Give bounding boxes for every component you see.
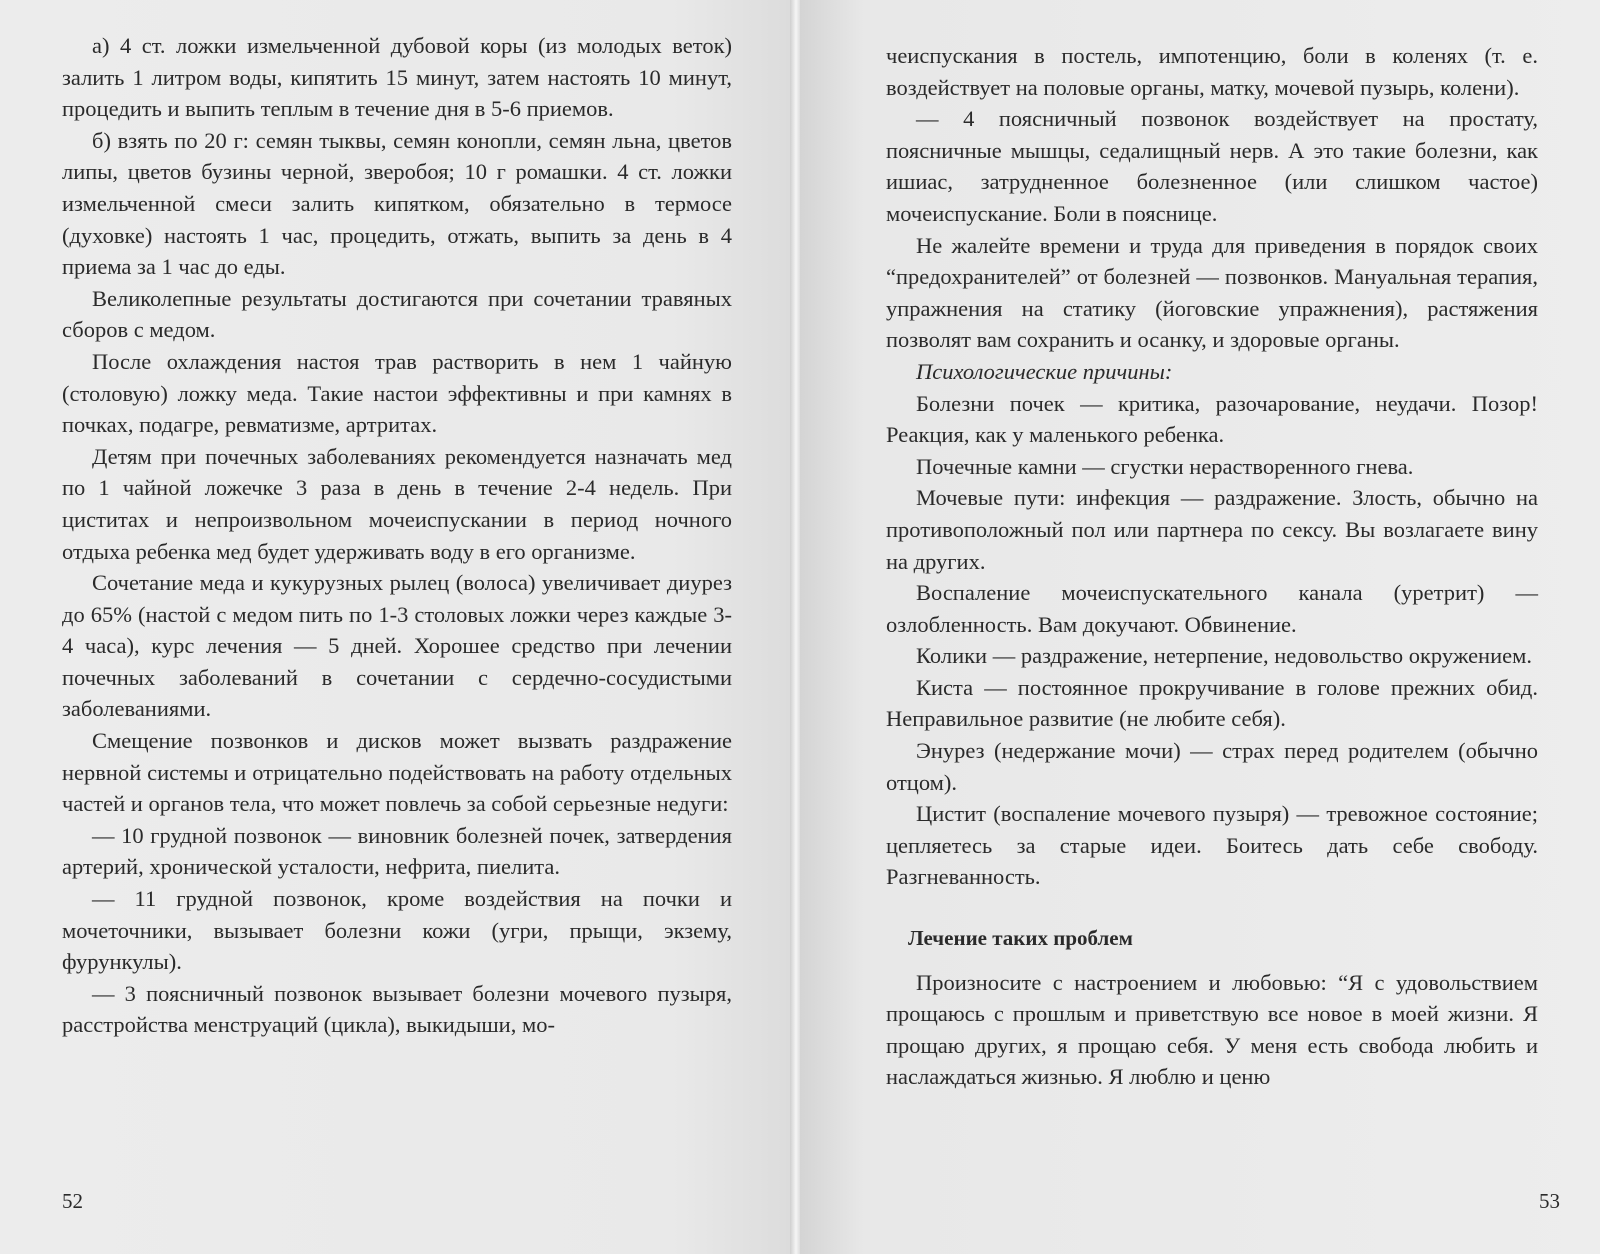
subheading-psychological-causes: Психологические причины: [916,358,1173,384]
paragraph: Почечные камни — сгустки нерастворенного гнева. [916,453,1414,479]
paragraph: а) 4 ст. ложки измельченной дубовой коры (из молодых веток) залить 1 литром воды, кипятить 15 минут, затем настоять 10 минут, процедить и выпить теплым в течение дня в 5-6 приемов. [62,33,732,122]
paragraph: Цистит (воспаление мочевого пузыря) — тревожное состояние; цепляетесь за старые идеи. Боитесь дать себе свободу. Разгневанность. [886,801,1538,890]
paragraph: Не жалейте времени и труда для приведения в порядок своих “предохранителей” от болезней — позвонков. Мануальная терапия, упражнения на статику (йоговские упражнения), растяжения позволят вам сохранить и осанку, и здоровые органы. [886,232,1538,353]
section-heading: Лечение таких проблем [908,926,1133,951]
paragraph: Сочетание меда и кукурузных рылец (волоса) увеличивает диурез до 65% (настой с медом пить по 1-3 столовых ложки через каждые 3-4 часа), курс лечения — 5 дней. Хорошее средство при лечении почечных заболеваний в сочетании с сердечно-сосудистыми заболеваниями. [62,570,732,722]
paragraph: Киста — постоянное прокручивание в голове прежних обид. Неправильное развитие (не любите себя). [886,674,1538,732]
paragraph: Детям при почечных заболеваниях рекомендуется назначать мед по 1 чайной ложечке 3 раза в день в течение 2-4 недель. При циститах и непроизвольном мочеиспускании в период ночного отдыха ребенка мед будет удерживать воду в его организме. [62,443,732,564]
paragraph: — 10 грудной позвонок — виновник болезней почек, затвердения артерий, хронической усталости, нефрита, пиелита. [62,822,732,880]
paragraph: Мочевые пути: инфекция — раздражение. Злость, обычно на противоположный пол или партнера по сексу. Вы возлагаете вину на других. [886,485,1538,574]
paragraph: — 4 поясничный позвонок воздействует на простату, поясничные мышцы, седалищный нерв. А это такие болезни, как ишиас, затрудненное болезненное (или слишком частое) мочеиспускание. Боли в пояснице. [886,106,1538,226]
paragraph: Смещение позвонков и дисков может вызвать раздражение нервной системы и отрицательно подействовать на работу отдельных частей и органов тела, что может повлечь за собой серьезные недуги: [62,728,732,817]
left-page [0,0,792,1254]
paragraph: б) взять по 20 г: семян тыквы, семян конопли, семян льна, цветов липы, цветов бузины черной, зверобоя; 10 г ромашки. 4 ст. ложки измельченной смеси залить кипятком, обязательно в термосе (духовке) настоять 1 час, процедить, отжать, выпить за день в 4 приема за 1 час до еды. [62,127,732,280]
page-number: 53 [1539,1189,1560,1213]
paragraph: Великолепные результаты достигаются при сочетании травяных сборов с медом. [62,285,732,343]
paragraph: Болезни почек — критика, разочарование, неудачи. Позор! Реакция, как у маленького ребенка. [886,390,1538,448]
paragraph: Колики — раздражение, нетерпение, недовольство окружением. [916,643,1532,669]
right-page [800,0,1600,1254]
paragraph: Произносите с настроением и любовью: “Я с удовольствием прощаюсь с прошлым и приветствую все новое в моей жизни. Я прощаю других, я прощаю себя. У меня есть свобода любить и наслаждаться жизнью. Я люблю и ценю [886,969,1538,1090]
paragraph: — 11 грудной позвонок, кроме воздействия на почки и мочеточники, вызывает болезни кожи (угри, прыщи, экзему, фурункулы). [62,886,732,975]
page-number: 52 [62,1189,83,1213]
paragraph: — 3 поясничный позвонок вызывает болезни мочевого пузыря, расстройства менструаций (цикла), выкидыши, мо- [62,980,732,1038]
paragraph: После охлаждения настоя трав растворить в нем 1 чайную (столовую) ложку меда. Такие настои эффективны и при камнях в почках, подагре, ревматизме, артритах. [62,348,732,438]
paragraph: Воспаление мочеиспускательного канала (уретрит) — озлобленность. Вам докучают. Обвинение. [886,580,1538,637]
paragraph-continued: чеиспускания в постель, импотенцию, боли в коленях (т. е. воздействует на половые органы, матку, мочевой пузырь, колени). [886,43,1538,100]
paragraph: Энурез (недержание мочи) — страх перед родителем (обычно отцом). [886,738,1538,795]
